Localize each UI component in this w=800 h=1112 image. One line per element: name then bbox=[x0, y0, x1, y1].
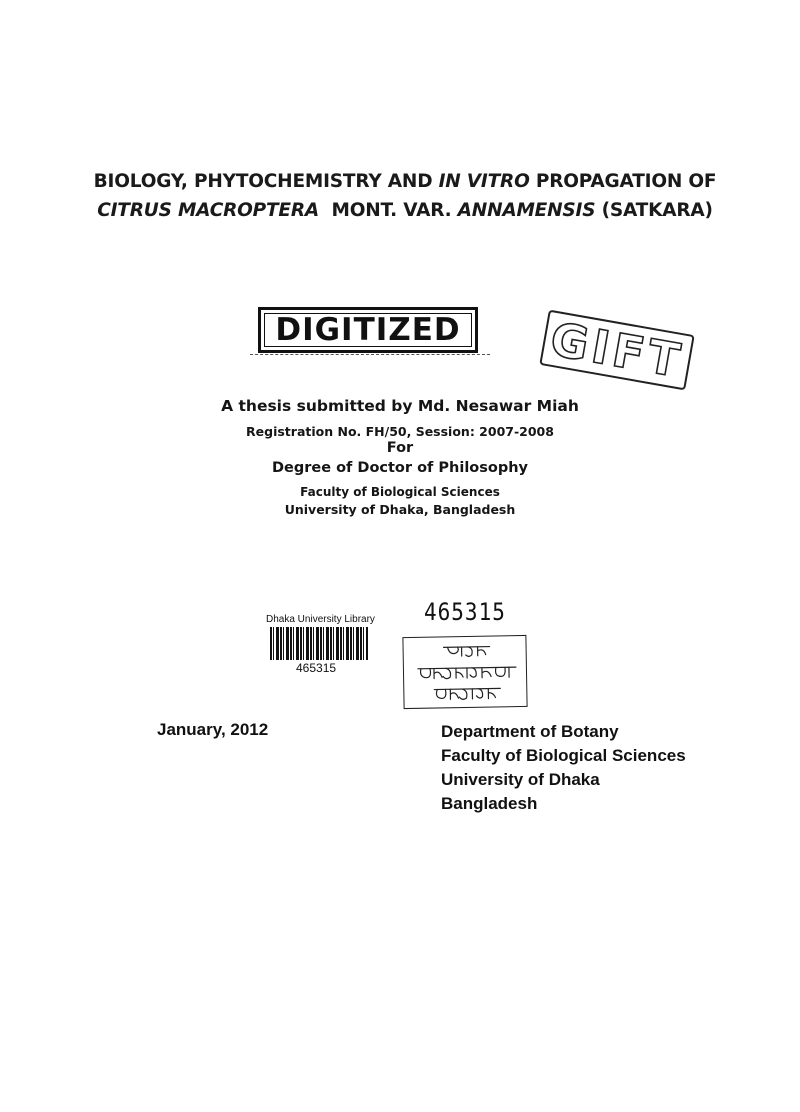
university-name: University of Dhaka, Bangladesh bbox=[284, 502, 516, 517]
bengali-seal-icon bbox=[403, 636, 528, 710]
title-line-2 bbox=[60, 200, 750, 221]
digitized-stamp-text: DIGITIZED bbox=[275, 312, 461, 348]
degree-name: Degree of Doctor of Philosophy bbox=[271, 460, 529, 476]
barcode-number: 465315 bbox=[296, 661, 337, 675]
library-label: Dhaka University Library bbox=[266, 614, 375, 625]
department-line-1: Department of Botany bbox=[441, 722, 619, 741]
department-line-3: University of Dhaka bbox=[441, 770, 600, 789]
for-label: For bbox=[386, 440, 414, 456]
submission-date: January, 2012 bbox=[157, 720, 269, 739]
title-line-2-text-a: MONT. VAR. bbox=[319, 200, 458, 221]
submitted-by: A thesis submitted by Md. Nesawar Miah bbox=[221, 397, 579, 415]
title-line-1 bbox=[60, 171, 750, 192]
department-line-2: Faculty of Biological Sciences bbox=[441, 746, 686, 765]
gift-stamp bbox=[539, 310, 694, 391]
gift-stamp-text: GIFT bbox=[546, 311, 688, 389]
digitized-stamp bbox=[258, 307, 478, 353]
faculty-name: Faculty of Biological Sciences bbox=[300, 485, 500, 499]
library-seal-stamp bbox=[402, 635, 527, 709]
title-line-1-italic: IN VITRO bbox=[438, 171, 530, 192]
barcode-icon bbox=[270, 627, 368, 660]
title-line-2-text-b: (SATKARA) bbox=[595, 200, 713, 221]
department-block bbox=[441, 720, 686, 816]
stamp-underline bbox=[250, 354, 490, 356]
title-line-2-italic-b: ANNAMENSIS bbox=[457, 200, 596, 221]
title-line-2-italic-a: CITRUS MACROPTERA bbox=[97, 200, 320, 221]
title-line-1-text-b: PROPAGATION OF bbox=[529, 171, 717, 192]
registration-info: Registration No. FH/50, Session: 2007-2008 bbox=[246, 424, 554, 439]
accession-number: 465315 bbox=[424, 598, 506, 626]
title-line-1-text-a: BIOLOGY, PHYTOCHEMISTRY AND bbox=[93, 171, 439, 192]
department-line-4: Bangladesh bbox=[441, 794, 538, 813]
